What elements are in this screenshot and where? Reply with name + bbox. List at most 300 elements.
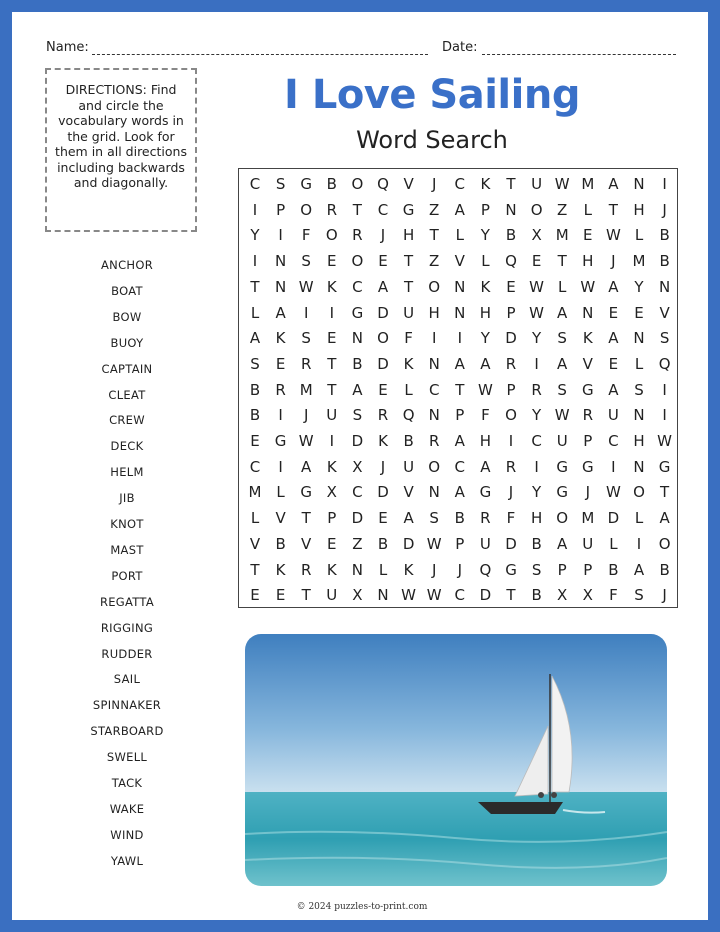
grid-letter[interactable]: R	[377, 406, 389, 425]
grid-letter[interactable]: V	[403, 175, 414, 193]
grid-letter[interactable]: Y	[250, 226, 260, 245]
grid-letter[interactable]: T	[660, 483, 670, 502]
grid-letter[interactable]: G	[581, 380, 594, 399]
grid-letter[interactable]: G	[402, 200, 415, 219]
grid-letter[interactable]: Z	[557, 200, 568, 219]
grid-letter[interactable]: Q	[505, 252, 517, 271]
grid-letter[interactable]: A	[403, 509, 414, 528]
grid-letter[interactable]: T	[608, 200, 618, 219]
grid-letter[interactable]: S	[634, 586, 644, 605]
grid-letter[interactable]: D	[377, 303, 389, 322]
grid-letter[interactable]: O	[556, 509, 569, 528]
grid-letter[interactable]: E	[608, 354, 619, 373]
grid-letter[interactable]: F	[481, 406, 490, 425]
sky	[245, 634, 667, 792]
grid-letter[interactable]: I	[329, 432, 335, 450]
grid-letter[interactable]: I	[329, 303, 335, 322]
grid-letter[interactable]: M	[581, 509, 595, 528]
grid-letter[interactable]: X	[352, 586, 363, 605]
grid-letter[interactable]: B	[531, 586, 542, 605]
grid-letter[interactable]: I	[431, 329, 437, 348]
grid-letter[interactable]: H	[402, 226, 415, 245]
grid-letter[interactable]: O	[351, 252, 364, 271]
grid-letter[interactable]: K	[582, 329, 593, 348]
grid-letter[interactable]: R	[300, 354, 312, 373]
grid-letter[interactable]: B	[403, 432, 414, 450]
grid-letter[interactable]: D	[505, 329, 517, 348]
grid-letter[interactable]: S	[301, 329, 311, 348]
grid-letter[interactable]: L	[404, 380, 413, 399]
grid-letter[interactable]: W	[554, 175, 570, 193]
grid-letter[interactable]: Y	[480, 329, 490, 348]
grid-letter[interactable]: R	[428, 432, 440, 450]
grid-letter[interactable]: A	[454, 483, 465, 502]
grid-letter[interactable]: S	[557, 329, 567, 348]
grid-letter[interactable]: O	[351, 175, 364, 193]
date-line[interactable]	[482, 54, 676, 55]
grid-letter[interactable]: R	[326, 200, 338, 219]
grid-letter[interactable]: K	[403, 560, 414, 579]
grid-letter[interactable]: H	[633, 432, 645, 450]
grid-letter[interactable]: O	[633, 483, 645, 502]
grid-letter[interactable]: P	[276, 200, 286, 219]
grid-letter[interactable]: N	[658, 277, 671, 296]
grid-letter[interactable]: S	[634, 380, 644, 399]
grid-letter[interactable]: O	[530, 200, 543, 219]
grid-letter[interactable]: K	[403, 354, 414, 373]
grid-letter[interactable]: H	[479, 303, 492, 322]
grid-letter[interactable]: D	[377, 354, 389, 373]
grid-letter[interactable]: B	[377, 534, 389, 553]
grid-letter[interactable]: H	[633, 200, 645, 219]
grid-letter[interactable]: P	[557, 560, 567, 579]
grid-letter[interactable]: T	[250, 560, 260, 579]
grid-letter[interactable]: S	[531, 560, 542, 579]
grid-letter[interactable]: E	[250, 432, 260, 450]
grid-letter[interactable]: U	[326, 406, 338, 425]
grid-letter[interactable]: S	[352, 406, 363, 425]
grid-letter[interactable]: T	[455, 380, 465, 399]
grid-letter[interactable]: O	[428, 457, 441, 476]
grid-letter[interactable]: C	[352, 483, 363, 502]
grid-letter[interactable]: B	[531, 534, 542, 553]
grid-letter[interactable]: V	[659, 303, 670, 322]
grid-letter[interactable]: K	[326, 457, 337, 476]
grid-letter[interactable]: M	[299, 380, 313, 399]
word-list-item: WIND	[110, 827, 144, 842]
grid-letter[interactable]: G	[300, 483, 312, 502]
grid-letter[interactable]: C	[608, 432, 619, 450]
grid-letter[interactable]: U	[403, 303, 415, 322]
grid-letter[interactable]: M	[248, 483, 262, 502]
grid-letter[interactable]: G	[581, 457, 594, 476]
grid-letter[interactable]: N	[351, 329, 363, 348]
grid-letter[interactable]: Y	[634, 277, 644, 296]
grid-letter[interactable]: L	[250, 509, 260, 528]
grid-letter[interactable]: W	[529, 303, 545, 322]
grid-letter[interactable]: E	[327, 252, 337, 271]
grid-letter[interactable]: C	[428, 380, 440, 399]
grid-letter[interactable]: E	[531, 252, 542, 271]
grid-letter[interactable]: A	[480, 354, 491, 373]
grid-letter[interactable]: N	[428, 406, 440, 425]
grid-letter[interactable]: B	[249, 406, 261, 425]
grid-letter[interactable]: W	[426, 586, 442, 605]
grid-letter[interactable]: Q	[402, 406, 415, 425]
grid-letter[interactable]: I	[662, 380, 667, 399]
grid-letter[interactable]: O	[300, 200, 313, 219]
grid-letter[interactable]: D	[377, 483, 389, 502]
grid-letter[interactable]: U	[531, 175, 543, 193]
grid-letter[interactable]: S	[301, 252, 311, 271]
grid-letter[interactable]: L	[634, 354, 644, 373]
grid-letter[interactable]: B	[659, 226, 670, 245]
grid-letter[interactable]: K	[480, 277, 491, 296]
grid-letter[interactable]: L	[378, 560, 388, 579]
grid-letter[interactable]: T	[404, 277, 414, 296]
grid-letter[interactable]: B	[608, 560, 619, 579]
grid-letter[interactable]: T	[250, 277, 260, 296]
grid-letter[interactable]: G	[274, 432, 287, 450]
grid-letter[interactable]: D	[479, 586, 492, 605]
grid-letter[interactable]: Z	[429, 252, 440, 271]
grid-letter[interactable]: V	[582, 354, 593, 373]
grid-letter[interactable]: H	[530, 509, 543, 528]
grid-letter[interactable]: N	[633, 175, 645, 193]
grid-letter[interactable]: Y	[532, 329, 542, 348]
grid-letter[interactable]: O	[658, 534, 671, 553]
grid-letter[interactable]: V	[249, 534, 261, 553]
grid-letter[interactable]: J	[662, 586, 667, 605]
grid-letter[interactable]: B	[454, 509, 465, 528]
grid-letter[interactable]: R	[531, 380, 542, 399]
grid-letter[interactable]: U	[582, 534, 594, 553]
grid-letter[interactable]: T	[557, 252, 567, 271]
grid-letter[interactable]: W	[554, 406, 570, 425]
grid-letter[interactable]: W	[580, 277, 596, 296]
grid-letter[interactable]: E	[378, 380, 388, 399]
grid-letter[interactable]: Q	[377, 175, 389, 193]
grid-letter[interactable]: W	[657, 432, 673, 450]
word-list-item: DECK	[110, 439, 144, 454]
grid-letter[interactable]: J	[457, 560, 463, 579]
grid-letter[interactable]: I	[457, 329, 463, 348]
grid-letter[interactable]: A	[377, 277, 389, 296]
grid-letter[interactable]: W	[298, 432, 314, 450]
grid-letter[interactable]: L	[583, 200, 592, 219]
grid-letter[interactable]: B	[659, 252, 670, 271]
grid-letter[interactable]: J	[303, 406, 309, 425]
grid-letter[interactable]: P	[455, 534, 465, 553]
grid-letter[interactable]: P	[583, 432, 593, 450]
grid-letter[interactable]: E	[275, 354, 286, 373]
grid-letter[interactable]: S	[250, 354, 260, 373]
grid-letter[interactable]: H	[582, 252, 594, 271]
grid-letter[interactable]: F	[506, 509, 516, 528]
grid-letter[interactable]: P	[506, 303, 516, 322]
grid-letter[interactable]: Q	[479, 560, 492, 579]
grid-letter[interactable]: I	[534, 354, 539, 373]
grid-letter[interactable]: K	[275, 329, 286, 348]
grid-letter[interactable]: I	[508, 432, 514, 450]
grid-letter[interactable]: L	[634, 226, 644, 245]
grid-letter[interactable]: L	[609, 534, 618, 553]
grid-letter[interactable]: G	[556, 457, 568, 476]
name-line[interactable]	[92, 54, 428, 55]
grid-letter[interactable]: E	[327, 534, 337, 553]
grid-letter[interactable]: J	[431, 175, 437, 193]
grid-letter[interactable]: E	[583, 226, 593, 245]
grid-letter[interactable]: N	[582, 303, 594, 322]
grid-letter[interactable]: S	[275, 175, 286, 193]
grid-letter[interactable]: G	[658, 457, 671, 476]
grid-letter[interactable]: C	[454, 457, 466, 476]
grid-letter[interactable]: B	[352, 354, 363, 373]
grid-letter[interactable]: U	[403, 457, 415, 476]
grid-letter[interactable]: A	[454, 432, 465, 450]
grid-letter[interactable]: U	[479, 534, 491, 553]
grid-letter[interactable]: P	[455, 406, 465, 425]
grid-letter[interactable]: W	[529, 277, 545, 296]
grid-letter[interactable]: T	[352, 200, 362, 219]
grid-letter[interactable]: V	[301, 534, 312, 553]
grid-letter[interactable]: T	[327, 380, 337, 399]
grid-letter[interactable]: P	[583, 560, 593, 579]
grid-letter[interactable]: N	[505, 200, 517, 219]
grid-letter[interactable]: A	[249, 329, 261, 348]
grid-letter[interactable]: K	[275, 560, 286, 579]
grid-letter[interactable]: R	[505, 457, 517, 476]
grid-letter[interactable]: T	[301, 509, 311, 528]
grid-letter[interactable]: R	[352, 226, 363, 245]
grid-letter[interactable]: Z	[429, 200, 440, 219]
grid-letter[interactable]: E	[250, 586, 260, 605]
grid-letter[interactable]: X	[531, 226, 542, 245]
grid-letter[interactable]: I	[636, 534, 642, 553]
grid-letter[interactable]: J	[662, 200, 667, 219]
grid-letter[interactable]: A	[454, 354, 465, 373]
grid-letter[interactable]: I	[303, 303, 309, 322]
grid-letter[interactable]: T	[404, 252, 414, 271]
grid-letter[interactable]: Y	[532, 483, 542, 502]
grid-letter[interactable]: C	[531, 432, 542, 450]
grid-letter[interactable]: O	[377, 329, 389, 348]
grid-letter[interactable]: A	[301, 457, 312, 476]
grid-letter[interactable]: H	[428, 303, 440, 322]
grid-letter[interactable]: I	[611, 457, 616, 476]
grid-letter[interactable]: E	[378, 509, 388, 528]
grid-letter[interactable]: X	[582, 586, 593, 605]
grid-letter[interactable]: G	[479, 483, 492, 502]
grid-letter[interactable]: N	[274, 252, 287, 271]
word-list-item: MAST	[110, 542, 144, 557]
grid-letter[interactable]: D	[351, 509, 364, 528]
grid-letter[interactable]: C	[249, 175, 261, 193]
grid-letter[interactable]: V	[454, 252, 465, 271]
grid-letter[interactable]: L	[634, 509, 644, 528]
grid-letter[interactable]: P	[327, 509, 337, 528]
grid-letter[interactable]: W	[298, 277, 314, 296]
grid-letter[interactable]: G	[351, 303, 364, 322]
grid-letter[interactable]: I	[252, 200, 258, 219]
grid-letter[interactable]: N	[351, 560, 363, 579]
grid-letter[interactable]: J	[585, 483, 591, 502]
grid-letter[interactable]: D	[351, 432, 364, 450]
grid-letter[interactable]: I	[662, 175, 667, 193]
grid-letter[interactable]: X	[352, 457, 363, 476]
grid-letter[interactable]: C	[454, 586, 466, 605]
grid-letter[interactable]: I	[534, 457, 539, 476]
grid-letter[interactable]: R	[582, 406, 594, 425]
grid-letter[interactable]: O	[428, 277, 441, 296]
grid-letter[interactable]: D	[607, 509, 620, 528]
grid-letter[interactable]: P	[480, 200, 490, 219]
grid-letter[interactable]: N	[428, 354, 440, 373]
grid-letter[interactable]: N	[274, 277, 287, 296]
grid-letter[interactable]: R	[275, 380, 286, 399]
grid-letter[interactable]: B	[659, 560, 670, 579]
grid-letter[interactable]: W	[605, 226, 621, 245]
grid-letter[interactable]: B	[505, 226, 517, 245]
grid-letter[interactable]: E	[608, 303, 619, 322]
grid-letter[interactable]: O	[325, 226, 338, 245]
grid-letter[interactable]: U	[326, 586, 338, 605]
grid-letter[interactable]: A	[608, 277, 619, 296]
grid-letter[interactable]: I	[278, 457, 283, 476]
grid-letter[interactable]: R	[505, 354, 517, 373]
grid-letter[interactable]: I	[278, 406, 283, 425]
grid-letter[interactable]: A	[608, 380, 619, 399]
grid-letter[interactable]: J	[431, 560, 437, 579]
word-list-item: JIB	[119, 491, 135, 506]
grid-letter[interactable]: Y	[532, 406, 542, 425]
grid-letter[interactable]: L	[250, 303, 260, 322]
word-list-item: RUDDER	[101, 646, 153, 661]
grid-letter[interactable]: I	[662, 406, 667, 425]
grid-letter[interactable]: S	[659, 329, 670, 348]
grid-letter[interactable]: Q	[658, 354, 671, 373]
grid-letter[interactable]: L	[455, 226, 464, 245]
grid-letter[interactable]: M	[555, 226, 569, 245]
grid-letter[interactable]: T	[301, 586, 311, 605]
grid-letter[interactable]: C	[377, 200, 389, 219]
grid-letter[interactable]: N	[377, 586, 389, 605]
grid-letter[interactable]: A	[633, 560, 645, 579]
grid-letter[interactable]: M	[581, 175, 595, 193]
grid-letter[interactable]: U	[607, 406, 619, 425]
grid-letter[interactable]: P	[506, 380, 516, 399]
grid-letter[interactable]: C	[454, 175, 466, 193]
grid-letter[interactable]: M	[632, 252, 646, 271]
grid-letter[interactable]: G	[300, 175, 312, 193]
grid-letter[interactable]: T	[327, 354, 337, 373]
grid-letter[interactable]: N	[454, 303, 466, 322]
grid-letter[interactable]: B	[249, 380, 261, 399]
grid-letter[interactable]: W	[605, 483, 621, 502]
grid-letter[interactable]: L	[276, 483, 285, 502]
grid-letter[interactable]: F	[609, 586, 618, 605]
grid-letter[interactable]: X	[326, 483, 337, 502]
grid-letter[interactable]: K	[480, 175, 491, 193]
grid-letter[interactable]: W	[477, 380, 493, 399]
grid-letter[interactable]: V	[275, 509, 286, 528]
grid-letter[interactable]: N	[633, 329, 645, 348]
grid-letter[interactable]: K	[326, 560, 337, 579]
grid-letter[interactable]: J	[508, 483, 514, 502]
word-list-item: BOW	[112, 309, 142, 324]
grid-letter[interactable]: A	[608, 329, 619, 348]
grid-letter[interactable]: J	[611, 252, 616, 271]
grid-letter[interactable]: Z	[352, 534, 363, 553]
grid-letter[interactable]: L	[558, 277, 567, 296]
word-list-item: HELM	[110, 465, 144, 480]
grid-letter[interactable]: W	[426, 534, 442, 553]
grid-letter[interactable]: E	[506, 277, 516, 296]
grid-letter[interactable]: G	[556, 483, 568, 502]
grid-letter[interactable]: J	[380, 457, 386, 476]
grid-letter[interactable]: J	[380, 226, 386, 245]
grid-letter[interactable]: A	[352, 380, 363, 399]
grid-letter[interactable]: I	[278, 226, 283, 245]
grid-letter[interactable]: F	[404, 329, 413, 348]
grid-letter[interactable]: N	[428, 483, 440, 502]
grid-letter[interactable]: E	[634, 303, 644, 322]
grid-letter[interactable]: A	[275, 303, 286, 322]
grid-letter[interactable]: D	[402, 534, 415, 553]
grid-letter[interactable]: Y	[480, 226, 490, 245]
grid-letter[interactable]: L	[481, 252, 490, 271]
grid-letter[interactable]: E	[378, 252, 388, 271]
grid-letter[interactable]: C	[352, 277, 363, 296]
grid-letter[interactable]: A	[557, 303, 568, 322]
grid-letter[interactable]: G	[505, 560, 517, 579]
grid-letter[interactable]: H	[479, 432, 492, 450]
grid-letter[interactable]: A	[659, 509, 670, 528]
grid-letter[interactable]: X	[557, 586, 568, 605]
grid-letter[interactable]: B	[275, 534, 286, 553]
grid-letter[interactable]: T	[506, 175, 516, 193]
grid-letter[interactable]: S	[429, 509, 439, 528]
grid-letter[interactable]: R	[300, 560, 312, 579]
grid-letter[interactable]: D	[505, 534, 517, 553]
grid-letter[interactable]: A	[480, 457, 491, 476]
grid-letter[interactable]: A	[557, 354, 568, 373]
grid-letter[interactable]: O	[505, 406, 517, 425]
grid-letter[interactable]: S	[557, 380, 567, 399]
grid-letter[interactable]: I	[252, 252, 258, 271]
grid-letter[interactable]: C	[249, 457, 261, 476]
grid-letter[interactable]: R	[480, 509, 491, 528]
grid-letter[interactable]: T	[506, 586, 516, 605]
grid-letter[interactable]: E	[327, 329, 337, 348]
grid-letter[interactable]: A	[557, 534, 568, 553]
grid-letter[interactable]: T	[429, 226, 439, 245]
word-list-item: SPINNAKER	[92, 698, 162, 713]
grid-letter[interactable]: N	[454, 277, 466, 296]
grid-letter[interactable]: K	[378, 432, 388, 450]
grid-letter[interactable]: N	[633, 406, 645, 425]
grid-letter[interactable]: U	[556, 432, 568, 450]
grid-letter[interactable]: W	[401, 586, 417, 605]
grid-letter[interactable]: A	[454, 200, 465, 219]
grid-letter[interactable]: V	[403, 483, 414, 502]
grid-letter[interactable]: F	[301, 226, 311, 245]
grid-letter[interactable]: A	[608, 175, 619, 193]
grid-letter[interactable]: K	[326, 277, 337, 296]
grid-letter[interactable]: N	[633, 457, 645, 476]
grid-letter[interactable]: E	[275, 586, 286, 605]
grid-letter[interactable]: B	[326, 175, 337, 193]
